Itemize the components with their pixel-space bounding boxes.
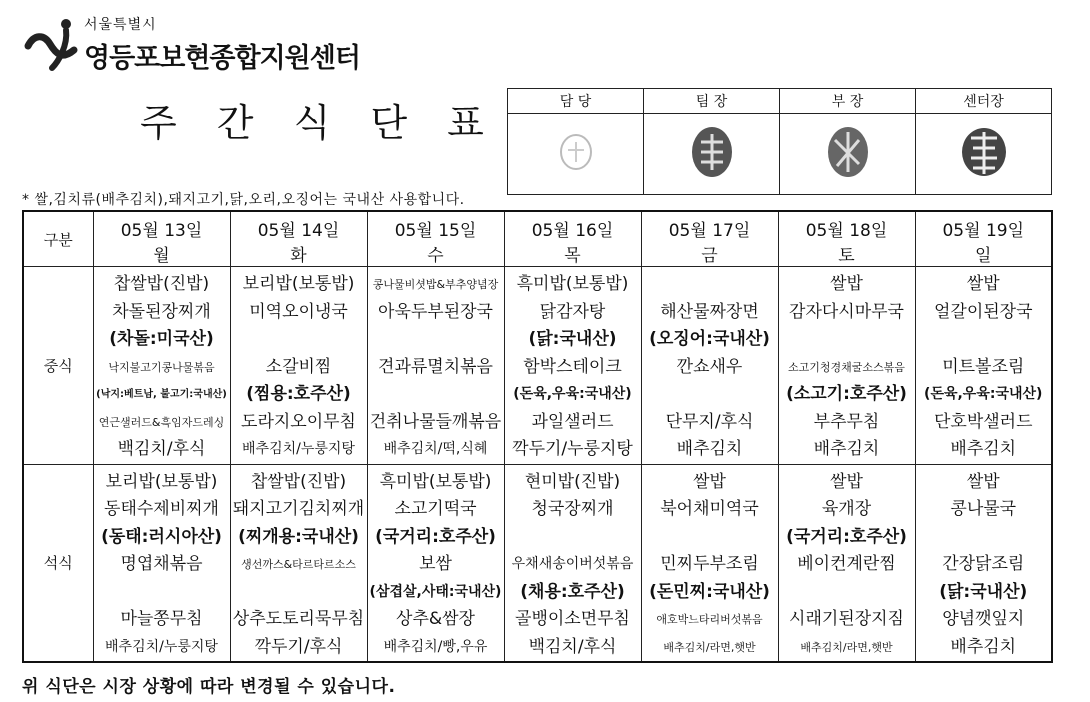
menu-item: (돈육,우육:국내산) bbox=[924, 386, 1043, 402]
menu-item: 도라지오이무침 bbox=[241, 411, 356, 432]
menu-item: 흑미밥(보통밥) bbox=[516, 274, 629, 294]
menu-item: 배추김치/라면,햇반 bbox=[663, 640, 756, 654]
menu-item: (오징어:국내산) bbox=[649, 329, 770, 349]
category-header: 구분 bbox=[23, 211, 93, 267]
menu-item: 백김치/후식 bbox=[528, 636, 617, 657]
day-name: 화 bbox=[290, 246, 307, 266]
menu-item: 배추김치/누룽지탕 bbox=[105, 638, 218, 655]
menu-cell bbox=[504, 464, 641, 662]
day-date: 05월 13일 bbox=[120, 221, 203, 241]
meal-row bbox=[23, 464, 1052, 662]
day-name: 월 bbox=[153, 246, 170, 266]
menu-item: 현미밥(진밥) bbox=[524, 471, 621, 492]
menu-item: 배추김치/떡,식혜 bbox=[383, 441, 488, 457]
day-header-row bbox=[23, 211, 1052, 267]
menu-item: 콩나물국 bbox=[950, 499, 1017, 519]
menu-item: 단무지/후식 bbox=[665, 411, 754, 432]
menu-item: 함박스테이크 bbox=[523, 356, 622, 377]
day-header bbox=[367, 211, 504, 267]
menu-item: 명엽채볶음 bbox=[120, 554, 203, 574]
menu-item: 상추도토리묵무침 bbox=[232, 609, 365, 629]
menu-item: 배추김치/라면,햇반 bbox=[800, 640, 893, 654]
menu-item: 건취나물들깨볶음 bbox=[369, 411, 502, 432]
menu-item: 베이컨계란찜 bbox=[797, 554, 896, 574]
seal-stamp-icon bbox=[825, 124, 871, 180]
meal-label: 석식 bbox=[23, 464, 93, 662]
menu-item: 배추김치 bbox=[676, 439, 743, 459]
menu-item: 얼갈이된장국 bbox=[933, 301, 1033, 322]
day-date: 05월 15일 bbox=[394, 221, 477, 241]
approval-stamp-cell bbox=[644, 114, 780, 195]
day-date: 05월 16일 bbox=[531, 221, 614, 241]
menu-item: 차돌된장찌개 bbox=[112, 301, 211, 322]
menu-item: 흑미밥(보통밥) bbox=[379, 471, 492, 492]
menu-item: 육개장 bbox=[821, 499, 872, 519]
menu-item: 견과류멸치볶음 bbox=[378, 356, 493, 377]
menu-item: 보리밥(보통밥) bbox=[242, 274, 355, 294]
faint-stamp-icon bbox=[556, 130, 596, 174]
menu-item: 돼지고기김치찌개 bbox=[232, 499, 365, 519]
meal-label: 중식 bbox=[23, 267, 93, 465]
day-date: 05월 17일 bbox=[668, 221, 751, 241]
menu-item: (찌개용:국내산) bbox=[238, 526, 359, 547]
menu-cell bbox=[504, 267, 641, 465]
menu-cell bbox=[367, 464, 504, 662]
org-logo bbox=[22, 10, 382, 80]
menu-item: 북어채미역국 bbox=[660, 499, 759, 519]
menu-item: 쌀밥 bbox=[966, 471, 1000, 492]
menu-item: 과일샐러드 bbox=[531, 411, 614, 432]
day-name: 토 bbox=[838, 246, 855, 266]
menu-item: 쌀밥 bbox=[830, 274, 863, 294]
menu-cell bbox=[367, 267, 504, 465]
menu-cell bbox=[641, 267, 778, 465]
menu-item: 골뱅이소면무침 bbox=[515, 609, 630, 629]
menu-item: (닭:국내산) bbox=[528, 329, 617, 349]
menu-item: 소고기청경채굴소스볶음 bbox=[788, 360, 905, 374]
menu-item: 연근샐러드&흑임자드레싱 bbox=[98, 415, 225, 429]
menu-item: 깐쇼새우 bbox=[676, 356, 743, 377]
menu-item: 미역오이냉국 bbox=[249, 301, 348, 322]
menu-item: 보리밥(보통밥) bbox=[105, 471, 218, 492]
menu-item: 우채새송이버섯볶음 bbox=[511, 556, 634, 572]
menu-item bbox=[368, 381, 504, 409]
day-name: 일 bbox=[975, 246, 992, 266]
menu-item: 배추김치 bbox=[813, 439, 880, 459]
seal-stamp-icon bbox=[959, 124, 1009, 180]
seoul-logo-icon bbox=[22, 16, 82, 76]
menu-item bbox=[916, 524, 1052, 552]
day-header bbox=[778, 211, 915, 267]
day-header bbox=[504, 211, 641, 267]
menu-item: 배추김치/누룽지탕 bbox=[242, 441, 355, 457]
menu-item: 민찌두부조림 bbox=[660, 554, 759, 574]
menu-item: (돈육,우육:국내산) bbox=[513, 386, 632, 402]
org-name: 영등포보현종합지원센터 bbox=[84, 43, 360, 74]
menu-item: 찹쌀밥(진밥) bbox=[113, 274, 210, 294]
menu-item: 애호박느타리버섯볶음 bbox=[656, 613, 763, 626]
menu-item: 낙지불고기콩나물볶음 bbox=[108, 360, 215, 374]
approval-label: 부 장 bbox=[780, 89, 916, 114]
menu-item: (국거리:호주산) bbox=[786, 526, 907, 547]
menu-item: 쌀밥 bbox=[830, 471, 863, 492]
menu-item: 미트볼조림 bbox=[942, 356, 1025, 377]
menu-item: (삼겹살,사태:국내산) bbox=[369, 583, 502, 600]
menu-item: (채용:호주산) bbox=[520, 581, 625, 602]
org-city: 서울특별시 bbox=[84, 17, 157, 33]
seal-stamp-icon bbox=[689, 124, 735, 180]
menu-item: 배추김치 bbox=[950, 636, 1017, 657]
menu-item: 마늘쫑무침 bbox=[120, 609, 203, 629]
approval-label: 센터장 bbox=[916, 89, 1052, 114]
menu-item bbox=[779, 579, 915, 607]
menu-item bbox=[916, 326, 1052, 354]
menu-cell bbox=[230, 267, 367, 465]
meal-row bbox=[23, 267, 1052, 465]
menu-item: 간장닭조림 bbox=[942, 554, 1025, 574]
day-date: 05월 14일 bbox=[257, 221, 340, 241]
menu-item: 보쌈 bbox=[419, 554, 452, 574]
menu-item: 시래기된장지짐 bbox=[789, 609, 904, 629]
menu-item: 부추무침 bbox=[813, 411, 880, 432]
menu-item: (찜용:호주산) bbox=[246, 384, 351, 404]
menu-item: 쌀밥 bbox=[693, 471, 726, 492]
menu-item bbox=[505, 524, 641, 552]
day-name: 금 bbox=[701, 246, 718, 266]
menu-item: 소고기떡국 bbox=[394, 499, 477, 519]
menu-item: 닭감자탕 bbox=[539, 301, 606, 322]
day-name: 수 bbox=[427, 246, 444, 266]
menu-item: 양념깻잎지 bbox=[942, 609, 1025, 629]
menu-cell bbox=[93, 464, 230, 662]
menu-item: (닭:국내산) bbox=[939, 581, 1028, 602]
menu-item bbox=[642, 524, 778, 552]
menu-item: 해산물짜장면 bbox=[660, 301, 759, 322]
menu-cell bbox=[230, 464, 367, 662]
menu-item: 찹쌀밥(진밥) bbox=[250, 471, 347, 492]
menu-item: 깍두기/누룽지탕 bbox=[512, 439, 633, 459]
menu-item: 소갈비찜 bbox=[265, 356, 332, 377]
origin-note: * 쌀,김치류(배추김치),돼지고기,닭,오리,오징어는 국내산 사용합니다. bbox=[22, 192, 465, 208]
menu-item: (국거리:호주산) bbox=[375, 526, 496, 547]
menu-item: 배추김치 bbox=[950, 439, 1017, 459]
menu-item bbox=[642, 271, 778, 299]
menu-item bbox=[642, 381, 778, 409]
menu-item bbox=[231, 579, 367, 607]
menu-item bbox=[779, 326, 915, 354]
menu-cell bbox=[641, 464, 778, 662]
menu-item: 콩나물비셧밥&부추양념장 bbox=[372, 278, 499, 291]
menu-item: 쌀밥 bbox=[966, 274, 1000, 294]
menu-item: 백김치/후식 bbox=[117, 439, 206, 459]
menu-item: (돈민찌:국내산) bbox=[649, 581, 770, 602]
approval-label: 팀 장 bbox=[644, 89, 780, 114]
menu-item: 청국장찌개 bbox=[531, 499, 614, 519]
menu-item: 아욱두부된장국 bbox=[378, 301, 493, 322]
menu-item: 생선까스&타르타르소스 bbox=[241, 558, 356, 571]
weekly-menu-table bbox=[22, 210, 1053, 663]
menu-item: 깍두기/후식 bbox=[254, 636, 343, 657]
menu-cell bbox=[915, 464, 1052, 662]
approval-box bbox=[507, 88, 1052, 195]
menu-item: (차돌:미국산) bbox=[109, 329, 214, 349]
day-header bbox=[641, 211, 778, 267]
footer-note: 위 식단은 시장 상황에 따라 변경될 수 있습니다. bbox=[22, 677, 396, 697]
menu-item: 상추&쌈장 bbox=[396, 609, 475, 629]
menu-item: (동태:러시아산) bbox=[101, 526, 222, 547]
page-title: 주 간 식 단 표 bbox=[140, 101, 498, 145]
approval-stamp-cell bbox=[780, 114, 916, 195]
menu-item: 배추김치/빵,우유 bbox=[383, 638, 488, 655]
menu-item: 동태수제비찌개 bbox=[104, 499, 219, 519]
menu-cell bbox=[778, 267, 915, 465]
day-header bbox=[93, 211, 230, 267]
approval-label: 담 당 bbox=[508, 89, 644, 114]
menu-cell bbox=[915, 267, 1052, 465]
day-name: 목 bbox=[564, 246, 581, 266]
menu-cell bbox=[93, 267, 230, 465]
menu-item bbox=[231, 326, 367, 354]
day-date: 05월 18일 bbox=[805, 221, 888, 241]
menu-item bbox=[368, 326, 504, 354]
approval-stamp-cell bbox=[916, 114, 1052, 195]
day-header bbox=[915, 211, 1052, 267]
menu-item bbox=[94, 579, 230, 607]
day-header bbox=[230, 211, 367, 267]
menu-item: 단호박샐러드 bbox=[933, 411, 1033, 432]
day-date: 05월 19일 bbox=[942, 221, 1024, 241]
menu-item: 감자다시마무국 bbox=[789, 301, 904, 322]
menu-item: (낙지:베트남, 불고기:국내산) bbox=[96, 389, 227, 400]
menu-item: (소고기:호주산) bbox=[786, 384, 907, 404]
menu-cell bbox=[778, 464, 915, 662]
approval-stamp-cell bbox=[508, 114, 644, 195]
